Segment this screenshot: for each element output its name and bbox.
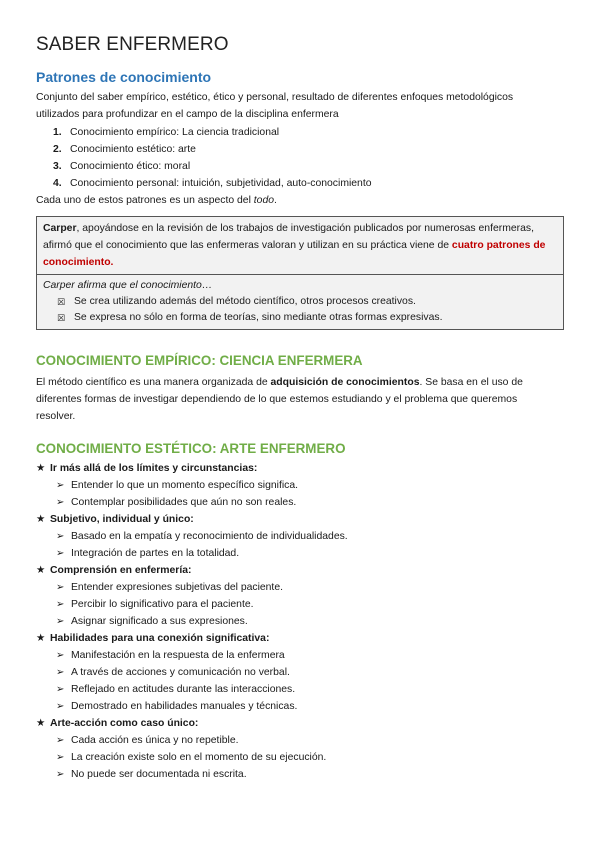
text: . Se basa en el uso de <box>419 377 523 388</box>
sub-item <box>36 477 564 494</box>
list-item <box>36 124 564 141</box>
closing-text: Cada uno de estos patrones es un aspecto del <box>36 195 254 206</box>
bold-text: adquisición de conocimientos <box>270 377 420 388</box>
sub-item-text: Cada acción es única y no repetible. <box>71 735 239 746</box>
paragraph-line: resolver. <box>36 411 76 422</box>
carper-box <box>36 216 564 275</box>
item-number: 1. <box>53 127 62 138</box>
item-text: Se crea utilizando además del método científico, otros procesos creativos. <box>74 296 416 307</box>
closing-period: . <box>274 195 277 206</box>
sub-item-text: Demostrado en habilidades manuales y técnicas. <box>71 701 298 712</box>
sub-item-text: Basado en la empatía y reconocimiento de individualidades. <box>71 531 348 542</box>
sub-item <box>36 698 564 715</box>
sub-item <box>36 596 564 613</box>
intro-line: Conjunto del saber empírico, estético, ético y personal, resultado de diferentes enfoques metodológicos <box>36 92 514 103</box>
star-icon: ★ <box>36 633 46 644</box>
text: El método científico es una manera organizada de <box>36 377 271 388</box>
arrow-icon: ➢ <box>56 769 65 780</box>
item-text: Conocimiento ético: moral <box>70 161 191 172</box>
sub-list <box>36 477 564 511</box>
intro-line: utilizados para profundizar en el campo de la disciplina enfermera <box>36 109 339 120</box>
arrow-icon: ➢ <box>56 480 65 491</box>
group-title-row <box>36 460 564 477</box>
section-heading-estetico: CONOCIMIENTO ESTÉTICO: ARTE ENFERMERO <box>36 441 346 456</box>
group-title-row <box>36 562 564 579</box>
arrow-icon: ➢ <box>56 616 65 627</box>
sub-item <box>36 545 564 562</box>
star-icon: ★ <box>36 565 46 576</box>
sub-item <box>36 664 564 681</box>
empirico-paragraph <box>36 374 564 425</box>
sub-item-text: Contemplar posibilidades que aún no son reales. <box>71 497 297 508</box>
arrow-icon: ➢ <box>56 548 65 559</box>
group-title: Habilidades para una conexión significativa: <box>50 633 270 644</box>
closing-emphasis: todo <box>253 195 275 206</box>
group-item <box>36 715 564 783</box>
checkbox-icon: ☒ <box>57 313 66 323</box>
item-number: 4. <box>53 178 62 189</box>
group-title-row <box>36 511 564 528</box>
group-title: Ir más allá de los límites y circunstancias: <box>50 463 258 474</box>
sub-item <box>36 681 564 698</box>
group-title: Subjetivo, individual y único: <box>50 514 194 525</box>
section-heading-empirico: CONOCIMIENTO EMPÍRICO: CIENCIA ENFERMERA <box>36 353 363 368</box>
sub-item-text: Percibir lo significativo para el paciente. <box>71 599 254 610</box>
sub-item <box>36 647 564 664</box>
sub-item-text: Manifestación en la respuesta de la enfermera <box>71 650 285 661</box>
list-item <box>43 294 557 310</box>
sub-item <box>36 732 564 749</box>
sub-item <box>36 494 564 511</box>
group-title: Arte-acción como caso único: <box>50 718 199 729</box>
sub-item-text: Reflejado en actitudes durante las interacciones. <box>71 684 296 695</box>
item-text: Se expresa no sólo en forma de teorías, sino mediante otras formas expresivas. <box>74 312 443 323</box>
sub-item <box>36 749 564 766</box>
arrow-icon: ➢ <box>56 531 65 542</box>
sub-item-text: Entender lo que un momento específico significa. <box>71 480 298 491</box>
arrow-icon: ➢ <box>56 650 65 661</box>
item-text: Conocimiento estético: arte <box>70 144 196 155</box>
arrow-icon: ➢ <box>56 599 65 610</box>
closing-line <box>36 192 564 209</box>
list-item <box>36 141 564 158</box>
arrow-icon: ➢ <box>56 582 65 593</box>
arrow-icon: ➢ <box>56 735 65 746</box>
carper-highlight: cuatro patrones de conocimiento. <box>43 240 546 268</box>
item-number: 2. <box>53 144 62 155</box>
sub-list <box>36 647 564 715</box>
sub-list <box>36 579 564 630</box>
star-icon: ★ <box>36 463 46 474</box>
group-item <box>36 460 564 511</box>
checkbox-icon: ☒ <box>57 297 66 307</box>
carper-affirms-box <box>36 275 564 330</box>
sub-item-text: Integración de partes en la totalidad. <box>71 548 240 559</box>
sub-item-text: No puede ser documentada ni escrita. <box>71 769 247 780</box>
list-item <box>36 175 564 192</box>
document-title: SABER ENFERMERO <box>36 34 229 55</box>
star-icon: ★ <box>36 514 46 525</box>
carper-name: Carper <box>43 223 77 234</box>
subtitle: Patrones de conocimiento <box>36 69 212 85</box>
sub-item <box>36 613 564 630</box>
sub-item <box>36 579 564 596</box>
paragraph-line <box>36 374 564 391</box>
group-title: Comprensión en enfermería: <box>50 565 192 576</box>
item-number: 3. <box>53 161 62 172</box>
sub-item-text: A través de acciones y comunicación no verbal. <box>71 667 290 678</box>
item-text: Conocimiento empírico: La ciencia tradicional <box>70 127 280 138</box>
sub-list <box>36 528 564 562</box>
estetico-list <box>36 460 564 783</box>
star-icon: ★ <box>36 718 46 729</box>
group-title-row <box>36 630 564 647</box>
sub-item <box>36 766 564 783</box>
sub-item-text: Asignar significado a sus expresiones. <box>71 616 248 627</box>
patterns-list <box>36 124 564 192</box>
arrow-icon: ➢ <box>56 752 65 763</box>
list-item <box>36 158 564 175</box>
arrow-icon: ➢ <box>56 497 65 508</box>
list-item <box>43 310 557 326</box>
group-item <box>36 562 564 630</box>
item-text: Conocimiento personal: intuición, subjetividad, auto-conocimiento <box>70 178 372 189</box>
arrow-icon: ➢ <box>56 701 65 712</box>
sub-item-text: La creación existe solo en el momento de su ejecución. <box>71 752 327 763</box>
sub-item <box>36 528 564 545</box>
arrow-icon: ➢ <box>56 684 65 695</box>
sub-item-text: Entender expresiones subjetivas del paciente. <box>71 582 283 593</box>
paragraph-line: diferentes formas de investigar dependiendo de lo que estemos estudiando y el problema que queremos <box>36 394 518 405</box>
carper-text: , apoyándose en la revisión de los trabajos de investigación publicados por numerosas enfermeras, afirmó que el conocimiento que las enfermeras valoran y utilizan en su práctica viene de <box>43 223 534 251</box>
carper-affirms-lead: Carper afirma que el conocimiento… <box>43 280 213 291</box>
arrow-icon: ➢ <box>56 667 65 678</box>
group-title-row <box>36 715 564 732</box>
group-item <box>36 511 564 562</box>
group-item <box>36 630 564 715</box>
sub-list <box>36 732 564 783</box>
carper-affirms-list <box>43 294 557 326</box>
intro-paragraph <box>36 89 564 123</box>
